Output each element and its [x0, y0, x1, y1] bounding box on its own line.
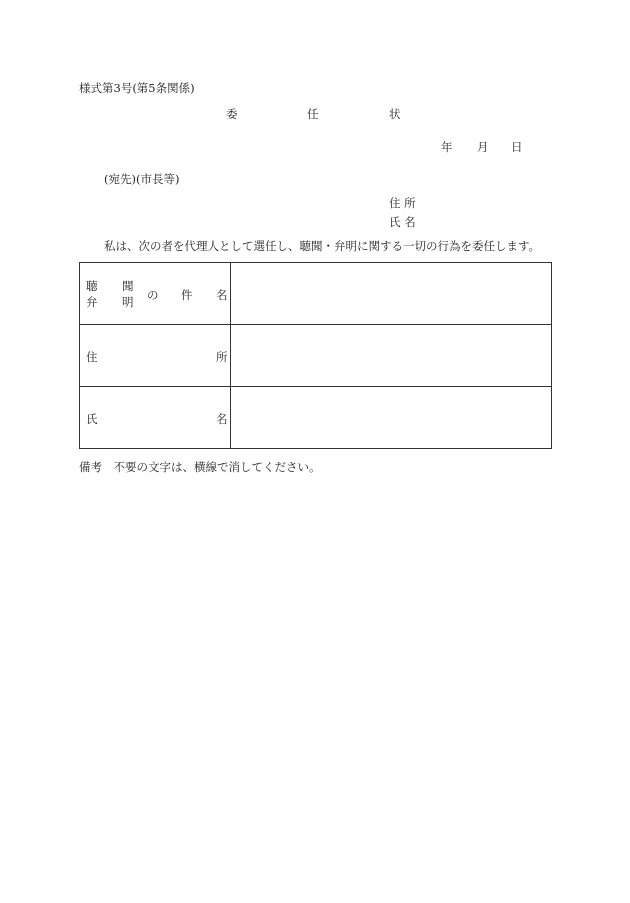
- name-label-char: 氏: [86, 412, 98, 426]
- table-row-name: [80, 387, 552, 449]
- case-label-char: 聞: [122, 279, 134, 293]
- name-label-char: 名: [216, 412, 228, 426]
- case-name-field[interactable]: [231, 263, 552, 325]
- case-label-char: 件: [181, 288, 193, 302]
- case-name-label: [80, 263, 231, 325]
- proxy-address-field[interactable]: [231, 325, 552, 387]
- case-label-char: の: [147, 288, 159, 302]
- form-number: 様式第3号(第5条関係): [79, 81, 195, 95]
- applicant-address-label: 住 所: [389, 196, 416, 210]
- title-char-2: 任: [307, 107, 319, 121]
- title-char-3: 状: [389, 107, 401, 121]
- proxy-name-field[interactable]: [231, 387, 552, 449]
- address-label-char: 住: [86, 350, 98, 364]
- proxy-name-label: [80, 387, 231, 449]
- remarks-note: 備考 不要の文字は、横線で消してください。: [79, 460, 321, 474]
- addressee: (宛先)(市長等): [104, 172, 180, 186]
- case-label-char: 弁: [86, 295, 98, 309]
- case-label-char: 名: [216, 288, 228, 302]
- case-label-char: 聴: [86, 279, 98, 293]
- table-row-address: [80, 325, 552, 387]
- proxy-address-label: [80, 325, 231, 387]
- table-row-case: [80, 263, 552, 325]
- delegation-statement: 私は、次の者を代理人として選任し、聴聞・弁明に関する一切の行為を委任します。: [104, 239, 541, 253]
- proxy-table: [79, 262, 552, 449]
- applicant-name-label: 氏 名: [389, 215, 416, 229]
- title-char-1: 委: [226, 107, 238, 121]
- date-month: 月: [477, 140, 489, 154]
- date-year: 年: [441, 140, 453, 154]
- address-label-char: 所: [216, 350, 228, 364]
- document-title: [0, 106, 630, 122]
- date-day: 日: [511, 140, 523, 154]
- case-label-char: 明: [122, 295, 134, 309]
